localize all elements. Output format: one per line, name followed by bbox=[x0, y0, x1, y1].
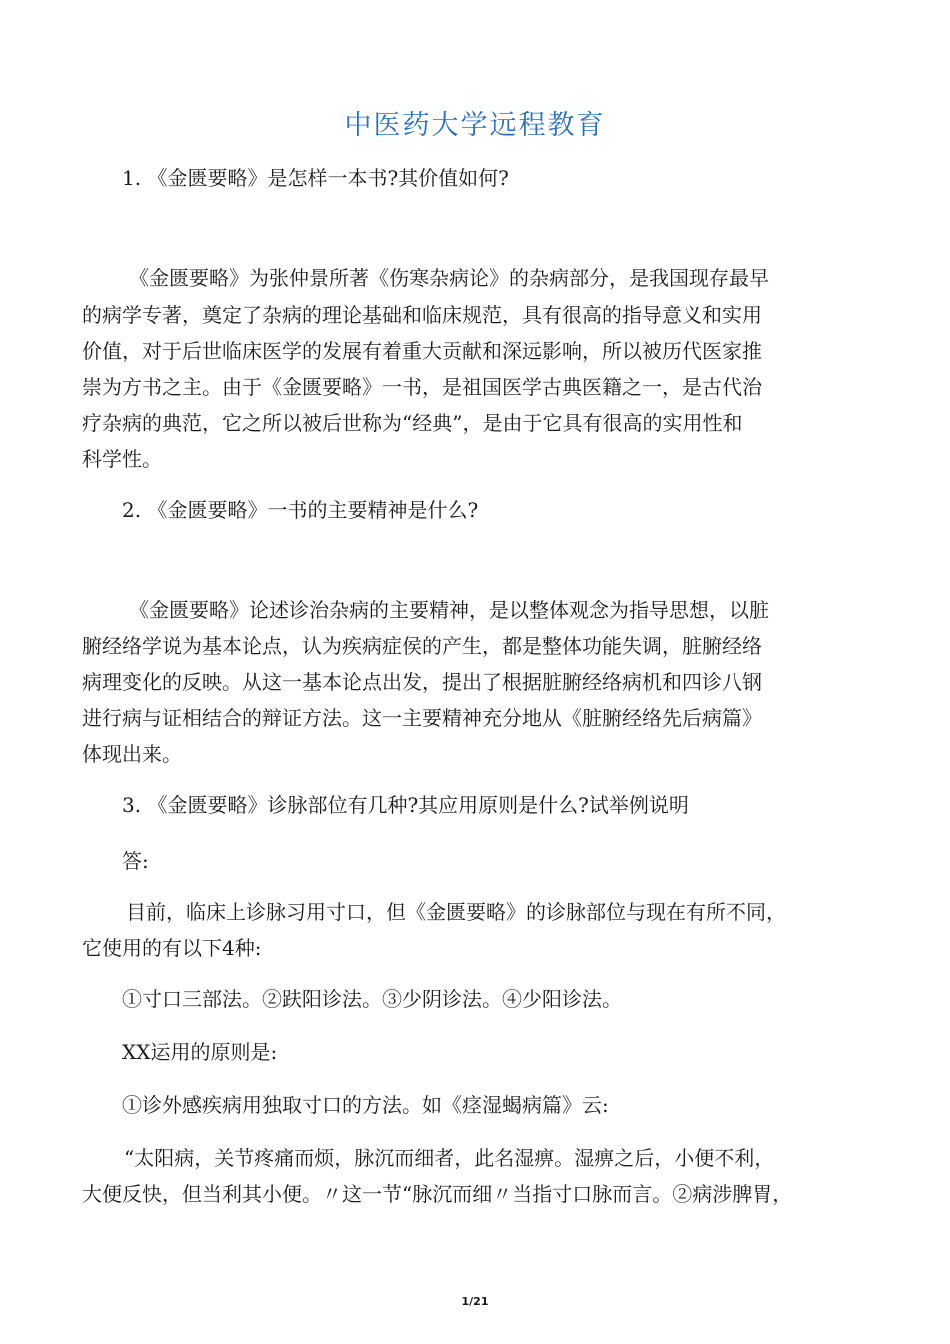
quote-line: 大便反快，但当利其小便。〃这一节“脉沉而细〃当指寸口脉而言。②病涉脾胃， bbox=[82, 1182, 793, 1206]
page-title: 中医药大学远程教育 bbox=[344, 110, 606, 141]
quote-line: “太阳病，关节疼痛而烦，脉沉而细者，此名湿痹。湿痹之后，小便不利， bbox=[124, 1146, 775, 1170]
answer-1-line: 科学性。 bbox=[82, 447, 162, 471]
page-number: 1/21 bbox=[461, 1295, 489, 1308]
answer-2-line: 进行病与证相结合的辩证方法。这一主要精神充分地从《脏腑经络先后病篇》 bbox=[82, 706, 762, 730]
answer-1-line: 《金匮要略》为张仲景所著《伤寒杂病论》的杂病部分，是我国现存最早 bbox=[129, 266, 769, 290]
answer-1-line: 崇为方书之主。由于《金匮要略》一书，是祖国医学古典医籍之一，是古代治 bbox=[82, 375, 762, 399]
answer-1-line: 疗杂病的典范，它之所以被后世称为“经典”，是由于它具有很高的实用性和 bbox=[82, 411, 743, 435]
answer-2-line: 病理变化的反映。从这一基本论点出发，提出了根据脏腑经络病机和四诊八钢 bbox=[82, 670, 762, 694]
answer-2-line: 腑经络学说为基本论点，认为疾病症侯的产生，都是整体功能失调，脏腑经络 bbox=[82, 634, 762, 658]
answer-3-paragraph-line: 它使用的有以下4种: bbox=[82, 936, 262, 960]
principle-item: ①诊外感疾病用独取寸口的方法。如《痉湿蝎病篇》云: bbox=[122, 1093, 609, 1117]
answer-1-line: 价值，对于后世临床医学的发展有着重大贡献和深远影响，所以被历代医家推 bbox=[82, 339, 762, 363]
principle-heading: XX运用的原则是: bbox=[122, 1040, 278, 1064]
answer-1-line: 的病学专著，奠定了杂病的理论基础和临床规范，具有很高的指导意义和实用 bbox=[82, 303, 762, 327]
diagnosis-methods: ①寸口三部法。②趺阳诊法。③少阴诊法。④少阳诊法。 bbox=[122, 987, 622, 1011]
answer-2-line: 《金匮要略》论述诊治杂病的主要精神，是以整体观念为指导思想，以脏 bbox=[129, 598, 769, 622]
answer-2-line: 体现出来。 bbox=[82, 742, 182, 766]
question-1: 1. 《金匮要略》是怎样一本书?其价值如何? bbox=[122, 166, 509, 190]
question-3: 3. 《金匮要略》诊脉部位有几种?其应用原则是什么?试举例说明 bbox=[122, 793, 689, 817]
answer-label: 答: bbox=[122, 849, 149, 873]
question-2: 2. 《金匮要略》一书的主要精神是什么? bbox=[122, 498, 479, 522]
answer-3-paragraph-line: 目前，临床上诊脉习用寸口，但《金匮要略》的诊脉部位与现在有所不同， bbox=[126, 900, 786, 924]
